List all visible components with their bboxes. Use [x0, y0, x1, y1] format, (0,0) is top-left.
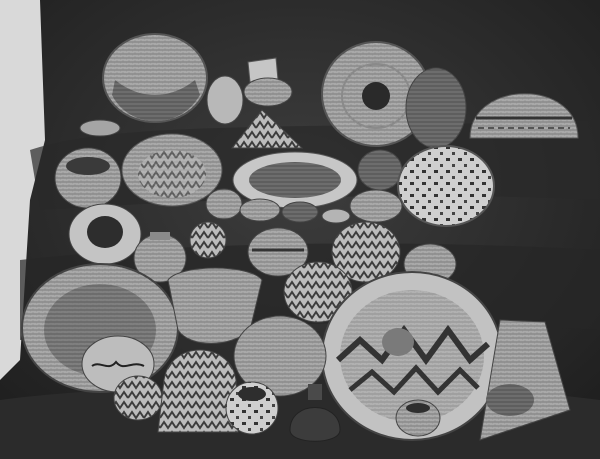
- globe-basket-left: [55, 148, 121, 208]
- open-bowl-center-left: [122, 134, 222, 206]
- top-small-flat-basket: [80, 120, 120, 136]
- patterned-bowl-right: [398, 146, 494, 226]
- small-jar-bottom-right: [396, 400, 440, 436]
- top-right-tilted-bowl: [406, 68, 466, 148]
- small-jar-bottom-left: [114, 376, 162, 420]
- round-jar-center-right: [358, 150, 402, 190]
- lidded-basket-left: [69, 204, 141, 264]
- small-round-basket: [190, 222, 226, 258]
- top-left-large-bowl: [103, 34, 207, 122]
